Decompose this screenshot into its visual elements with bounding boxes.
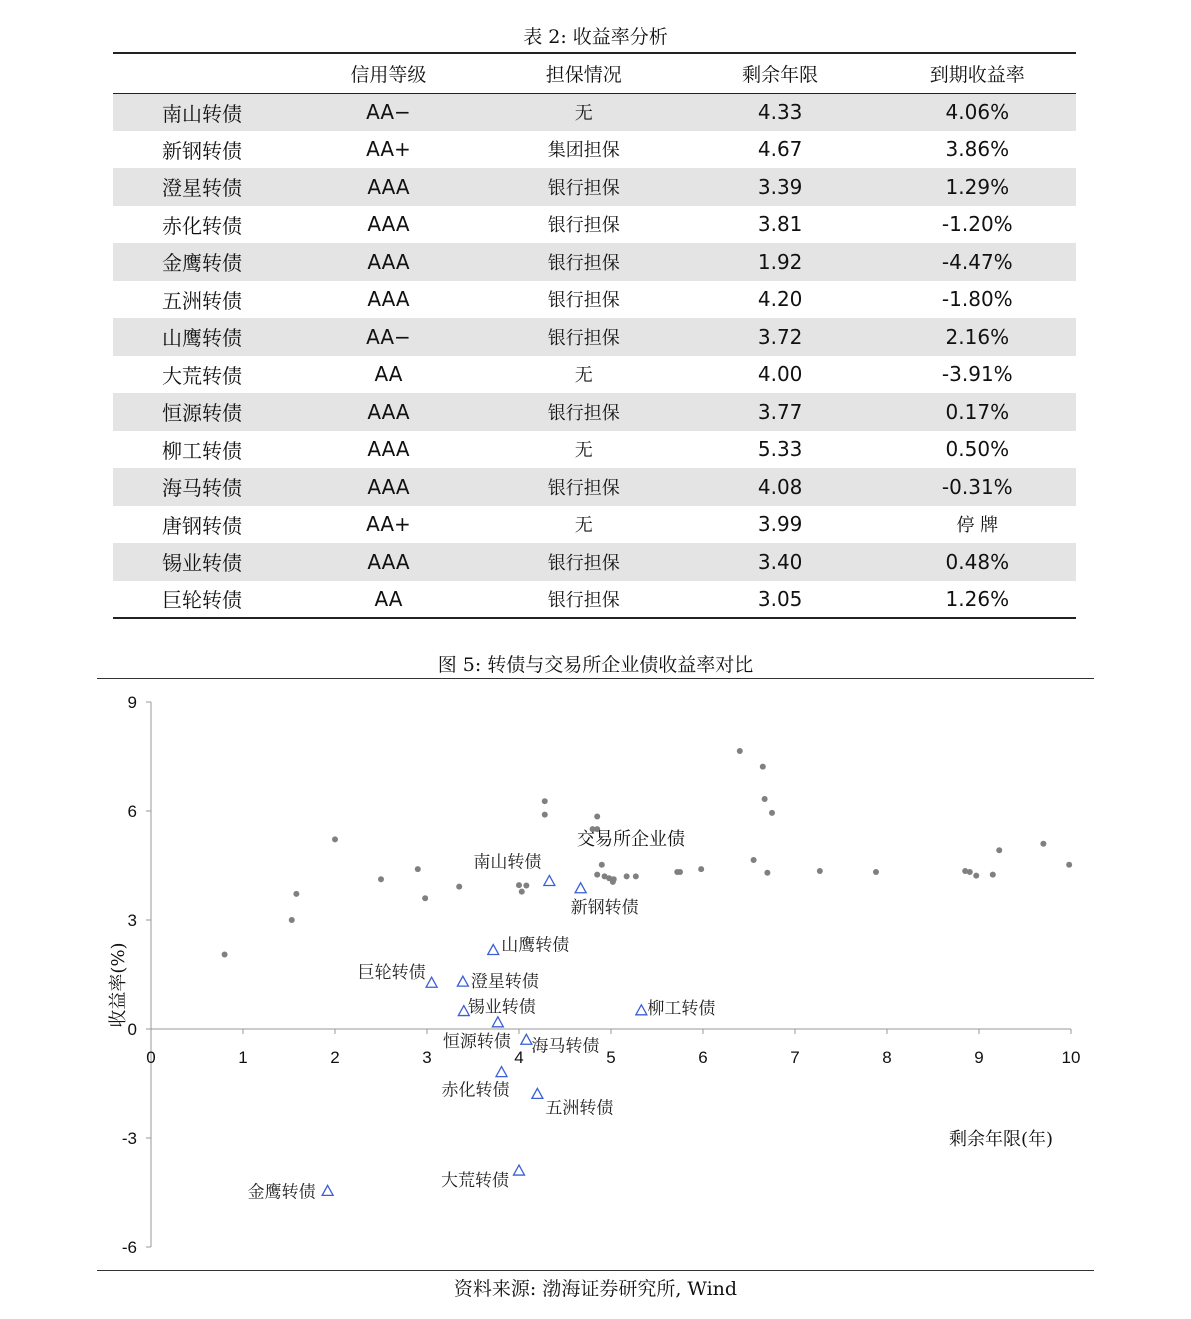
remaining-years-cell: 4.20 bbox=[757, 287, 803, 312]
x-tick-label: 5 bbox=[606, 1048, 616, 1067]
source-note: 资料来源: 渤海证券研究所, Wind bbox=[453, 1278, 738, 1300]
guarantee-cell: 无 bbox=[574, 440, 593, 462]
exchange-bond-point bbox=[332, 836, 338, 842]
credit-rating-cell: AA− bbox=[366, 324, 411, 349]
bond-name-cell: 海马转债 bbox=[161, 476, 242, 501]
yield-cell: -1.20% bbox=[941, 212, 1013, 237]
yield-cell: 2.16% bbox=[945, 324, 1010, 349]
credit-rating-cell: AAA bbox=[367, 437, 410, 462]
table-header-row bbox=[113, 53, 1076, 93]
guarantee-cell: 银行担保 bbox=[486, 581, 682, 619]
y-tick-label: -6 bbox=[121, 1238, 137, 1257]
exchange-bond-point bbox=[1066, 862, 1072, 868]
yield-analysis-table bbox=[113, 52, 1076, 619]
exchange-bond-point bbox=[594, 813, 600, 819]
figure-bottom-rule bbox=[97, 1270, 1094, 1271]
table-row bbox=[113, 168, 1076, 206]
exchange-bond-point bbox=[990, 872, 996, 878]
credit-rating-cell: AAA bbox=[367, 287, 410, 312]
yield-cell: 0.17% bbox=[945, 399, 1010, 424]
bond-name-cell: 巨轮转债 bbox=[113, 581, 291, 619]
convertible-bond-point bbox=[514, 1165, 525, 1175]
guarantee-cell: 银行担保 bbox=[547, 402, 620, 424]
exchange-bond-point bbox=[996, 847, 1002, 853]
bond-name-cell: 赤化转债 bbox=[161, 213, 242, 238]
yield-cell: -1.80% bbox=[941, 287, 1013, 312]
table-row bbox=[113, 281, 1076, 319]
exchange-bond-point bbox=[677, 869, 683, 875]
y-tick-label: 9 bbox=[127, 693, 137, 712]
remaining-years-cell: 3.40 bbox=[757, 549, 803, 574]
chart-marks bbox=[222, 748, 1073, 1202]
column-header: 担保情况 bbox=[486, 53, 682, 93]
convertible-bond-point bbox=[457, 976, 468, 986]
credit-rating-cell: AA+ bbox=[366, 137, 411, 162]
credit-rating-cell: AA bbox=[291, 581, 486, 619]
exchange-bond-point bbox=[973, 873, 979, 879]
convertible-bond-label: 山鹰转债 bbox=[501, 935, 570, 956]
remaining-years-cell: 3.05 bbox=[682, 581, 879, 619]
credit-rating-cell: AAA bbox=[367, 212, 410, 237]
remaining-years-cell: 4.67 bbox=[757, 137, 803, 162]
x-tick-label: 7 bbox=[790, 1048, 800, 1067]
exchange-bond-point bbox=[523, 882, 529, 888]
exchange-bond-point bbox=[764, 870, 770, 876]
credit-rating-cell: AAA bbox=[367, 399, 410, 424]
remaining-years-cell: 4.00 bbox=[757, 362, 803, 387]
bond-name-cell: 山鹰转债 bbox=[161, 326, 242, 351]
column-header: 到期收益率 bbox=[879, 53, 1076, 93]
y-tick-label: 0 bbox=[127, 1020, 137, 1039]
exchange-bond-point bbox=[633, 873, 639, 879]
exchange-bond-point bbox=[769, 810, 775, 816]
table-row bbox=[113, 131, 1076, 169]
table-row bbox=[113, 431, 1076, 469]
remaining-years-cell: 4.33 bbox=[757, 100, 803, 124]
yield-cell: 0.50% bbox=[945, 437, 1010, 462]
convertible-bond-point bbox=[575, 883, 586, 893]
table-row bbox=[113, 468, 1076, 506]
exchange-bond-point bbox=[1040, 841, 1046, 847]
y-tick-label: 3 bbox=[127, 911, 137, 930]
convertible-bond-point bbox=[496, 1067, 507, 1077]
y-axis-label: 收益率(%) bbox=[108, 942, 129, 1028]
exchange-bond-point bbox=[422, 895, 428, 901]
bond-name-cell: 大荒转债 bbox=[161, 363, 242, 388]
convertible-bond-point bbox=[636, 1005, 647, 1015]
table-row bbox=[113, 93, 1076, 131]
figure-title: 图 5: 转债与交易所企业债收益率对比 bbox=[437, 654, 754, 676]
exchange-bond-point bbox=[378, 876, 384, 882]
table-title: 表 2: 收益率分析 bbox=[523, 26, 668, 48]
credit-rating-cell: AAA bbox=[367, 474, 410, 499]
exchange-bond-point bbox=[873, 869, 879, 875]
convertible-bond-point bbox=[521, 1034, 532, 1044]
guarantee-cell: 银行担保 bbox=[547, 552, 620, 574]
convertible-bond-point bbox=[492, 1017, 503, 1027]
guarantee-cell: 无 bbox=[574, 103, 593, 124]
guarantee-cell: 集团担保 bbox=[547, 140, 620, 162]
guarantee-cell: 银行担保 bbox=[547, 252, 620, 274]
convertible-bond-point bbox=[322, 1185, 333, 1195]
remaining-years-cell: 3.72 bbox=[757, 324, 803, 349]
convertible-bond-label: 巨轮转债 bbox=[357, 963, 426, 984]
exchange-bond-point bbox=[519, 889, 525, 895]
exchange-bond-point bbox=[762, 796, 768, 802]
remaining-years-cell: 3.99 bbox=[757, 512, 803, 537]
x-tick-label: 10 bbox=[1061, 1048, 1081, 1067]
yield-cell: 4.06% bbox=[945, 100, 1010, 124]
table-row bbox=[113, 206, 1076, 244]
convertible-bond-label: 新钢转债 bbox=[570, 897, 639, 918]
convertible-bond-label: 恒源转债 bbox=[442, 1031, 511, 1052]
yield-cell: -4.47% bbox=[941, 249, 1013, 274]
x-tick-label: 8 bbox=[882, 1048, 892, 1067]
yield-cell: 停 牌 bbox=[956, 515, 999, 537]
table-row bbox=[113, 393, 1076, 431]
convertible-bond-label: 大荒转债 bbox=[441, 1171, 509, 1192]
exchange-bond-point bbox=[542, 812, 548, 818]
convertible-bond-label: 海马转债 bbox=[531, 1036, 600, 1057]
convertible-bond-point bbox=[426, 977, 437, 987]
x-tick-label: 2 bbox=[330, 1048, 340, 1067]
bond-name-cell: 唐钢转债 bbox=[161, 513, 242, 538]
guarantee-cell: 银行担保 bbox=[547, 215, 620, 237]
convertible-bond-point bbox=[532, 1088, 543, 1098]
exchange-bond-point bbox=[516, 882, 522, 888]
remaining-years-cell: 3.39 bbox=[757, 174, 803, 199]
bond-name-cell: 五洲转债 bbox=[161, 288, 242, 313]
exchange-bond-point bbox=[542, 798, 548, 804]
credit-rating-cell: AAA bbox=[367, 174, 410, 199]
figure-top-rule bbox=[97, 678, 1094, 679]
guarantee-cell: 银行担保 bbox=[547, 327, 620, 349]
exchange-bond-point bbox=[967, 869, 973, 875]
guarantee-cell: 银行担保 bbox=[547, 477, 620, 499]
guarantee-cell: 银行担保 bbox=[547, 177, 620, 199]
exchange-bond-point bbox=[817, 868, 823, 874]
column-header: 信用等级 bbox=[291, 53, 486, 93]
yield-cell: -0.31% bbox=[941, 474, 1013, 499]
x-tick-label: 6 bbox=[698, 1048, 708, 1067]
table-row bbox=[113, 581, 1076, 619]
table-row bbox=[113, 243, 1076, 281]
guarantee-cell: 无 bbox=[574, 515, 593, 537]
convertible-bond-label: 五洲转债 bbox=[545, 1098, 614, 1119]
bond-name-cell: 柳工转债 bbox=[161, 438, 242, 463]
remaining-years-cell: 5.33 bbox=[757, 437, 803, 462]
column-header bbox=[113, 53, 291, 93]
yield-cell: 1.29% bbox=[945, 174, 1010, 199]
yield-cell: 1.26% bbox=[879, 581, 1076, 619]
x-tick-label: 1 bbox=[238, 1048, 248, 1067]
credit-rating-cell: AAA bbox=[367, 549, 410, 574]
x-tick-label: 9 bbox=[974, 1048, 984, 1067]
convertible-bond-point bbox=[488, 945, 499, 955]
table-row bbox=[113, 318, 1076, 356]
yield-cell: 0.48% bbox=[945, 549, 1010, 574]
x-tick-label: 4 bbox=[514, 1048, 524, 1067]
legend-label-exchange-bonds: 交易所企业债 bbox=[577, 829, 685, 850]
table-row bbox=[113, 543, 1076, 581]
bond-name-cell: 金鹰转债 bbox=[161, 251, 242, 276]
x-axis-label: 剩余年限(年) bbox=[949, 1129, 1054, 1150]
exchange-bond-point bbox=[456, 884, 462, 890]
bond-name-cell: 锡业转债 bbox=[161, 551, 242, 576]
exchange-bond-point bbox=[611, 876, 617, 882]
exchange-bond-point bbox=[698, 866, 704, 872]
x-tick-label: 0 bbox=[146, 1048, 156, 1067]
convertible-bond-label: 澄星转债 bbox=[470, 972, 539, 993]
credit-rating-cell: AA bbox=[374, 362, 403, 387]
bond-name-cell: 南山转债 bbox=[161, 101, 242, 126]
credit-rating-cell: AA− bbox=[366, 100, 411, 124]
bond-name-cell: 恒源转债 bbox=[161, 401, 242, 426]
column-header: 剩余年限 bbox=[682, 53, 879, 93]
table-row bbox=[113, 356, 1076, 394]
convertible-bond-label: 锡业转债 bbox=[467, 997, 536, 1018]
convertible-bond-label: 柳工转债 bbox=[647, 998, 716, 1019]
credit-rating-cell: AAA bbox=[367, 249, 410, 274]
credit-rating-cell: AA+ bbox=[366, 512, 411, 537]
table-row bbox=[113, 506, 1076, 544]
exchange-bond-point bbox=[594, 872, 600, 878]
convertible-bond-label: 金鹰转债 bbox=[247, 1182, 316, 1203]
exchange-bond-point bbox=[760, 764, 766, 770]
guarantee-cell: 无 bbox=[574, 365, 593, 387]
exchange-bond-point bbox=[751, 857, 757, 863]
yield-cell: 3.86% bbox=[945, 137, 1010, 162]
exchange-bond-point bbox=[624, 873, 630, 879]
exchange-bond-point bbox=[737, 748, 743, 754]
yield-scatter-chart bbox=[97, 680, 1094, 1270]
remaining-years-cell: 3.81 bbox=[757, 212, 803, 237]
convertible-bond-label: 赤化转债 bbox=[441, 1080, 510, 1101]
bond-name-cell: 新钢转债 bbox=[161, 138, 242, 163]
exchange-bond-point bbox=[415, 866, 421, 872]
chart-axes bbox=[122, 693, 1081, 1257]
y-tick-label: 6 bbox=[127, 802, 137, 821]
exchange-bond-point bbox=[599, 862, 605, 868]
convertible-bond-point bbox=[544, 875, 555, 885]
y-tick-label: -3 bbox=[121, 1129, 137, 1148]
remaining-years-cell: 3.77 bbox=[757, 399, 803, 424]
remaining-years-cell: 1.92 bbox=[757, 249, 803, 274]
convertible-bond-label: 南山转债 bbox=[473, 852, 542, 873]
x-tick-label: 3 bbox=[422, 1048, 432, 1067]
exchange-bond-point bbox=[293, 891, 299, 897]
exchange-bond-point bbox=[289, 917, 295, 923]
yield-cell: -3.91% bbox=[941, 362, 1013, 387]
guarantee-cell: 银行担保 bbox=[547, 290, 620, 312]
remaining-years-cell: 4.08 bbox=[757, 474, 803, 499]
bond-name-cell: 澄星转债 bbox=[161, 176, 242, 201]
exchange-bond-point bbox=[222, 952, 228, 958]
